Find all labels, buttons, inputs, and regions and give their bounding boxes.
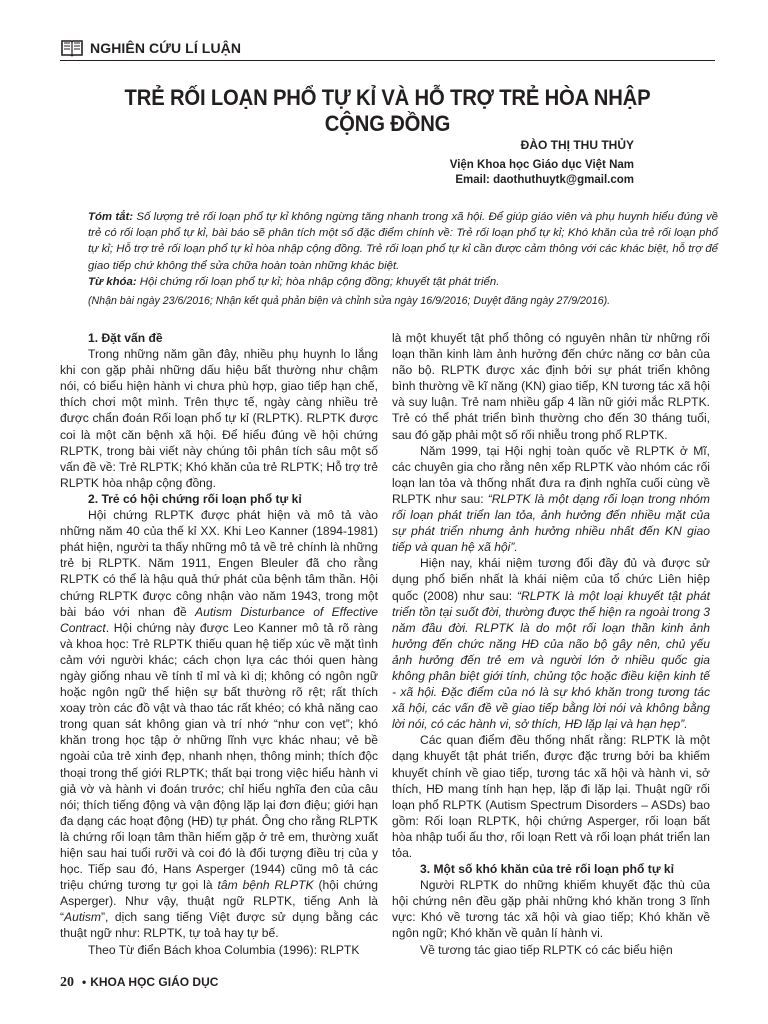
heading-section-3: 3. Một số khó khăn của trẻ rối loạn phổ tự kỉ bbox=[420, 862, 675, 877]
paragraph: Theo Từ điển Bách khoa Columbia (1996): RLPTK bbox=[88, 942, 360, 957]
page-number: 20 bbox=[60, 975, 74, 990]
paragraph: là một khuyết tật phổ thông có nguyên nhân từ những rối loạn thần kinh làm ảnh hưởng đến chức năng cơ bản của não bộ. RLPTK được xác định bởi sự phát triển không bình thường về kĩ năng (KN) giao tiếp, KN tương tác xã hội và suy luận. Trẻ nam nhiều gấp 4 lần nữ giới mắc RLPTK. Trẻ có thể phát triển bình thường cho đến 30 tháng tuổi, sau đó gặp phải một số rối nhiễu trong phổ RLPTK. bbox=[392, 331, 710, 442]
right-column bbox=[392, 330, 710, 958]
abstract-keywords bbox=[88, 274, 718, 290]
paragraph: Trong những năm gần đây, nhiều phụ huynh lo lắng khi con gặp phải những dấu hiệu bất thường như chậm nói, có biểu hiện hành vi chưa phù hợp, giao tiếp hạn chế, thích chơi một mình. Trên thực tế, ngày càng nhiều trẻ được chẩn đoán Rối loạn phổ tự kỉ (RLPTK). RLPTK được coi là một căn bệnh xã hội. Để hiểu đúng về hội chứng RLPTK, trong bài viết này chúng tôi phân tích sâu một số vấn đề về: Trẻ RLPTK; Khó khăn của trẻ RLPTK; Hỗ trợ trẻ RLPTK hòa nhập cộng đồng. bbox=[60, 347, 378, 490]
summary-text: Số lượng trẻ rối loạn phổ tự kỉ không ngừng tăng nhanh trong xã hội. Để giúp giáo viên và phụ huynh hiểu đúng về trẻ có rối loạn phổ tự kỉ, bài báo sẽ phân tích một số đặc điểm chính về: Trẻ rối loạn phổ tự kỉ; Khó khăn của trẻ rối loạn phổ tự kỉ; Hỗ trợ trẻ rối loạn phổ tự kỉ hòa nhập cộng đồng. Trẻ rối loạn phổ tự kỉ cần được cảm thông với các khác biệt, hỗ trợ để giao tiếp chứ không thể sửa chữa hoàn toàn những khác biệt. bbox=[88, 211, 718, 272]
author-email[interactable]: Email: daothuthuytk@gmail.com bbox=[455, 174, 634, 186]
paragraph: Các quan điểm đều thống nhất rằng: RLPTK là một dạng khuyết tật phát triển, được đặc trưng bởi ba khiếm khuyết chính về giao tiếp, tương tác xã hội và hành vi, sở thích, HĐ mang tính hạn hẹp, lặp đi lặp lại. Thuật ngữ rối loạn phổ RLPTK (Autism Spectrum Disorders – ASDs) bao gồm: Rối loạn RLPTK, hội chứng Asperger, rối loạn bất hòa nhập tuổi ấu thơ, rối loạn Rett và rối loạn phát triển lan tỏa. bbox=[392, 733, 710, 860]
header-rule bbox=[60, 60, 715, 61]
keywords-label: Từ khóa: bbox=[88, 275, 137, 288]
page-footer bbox=[60, 975, 218, 991]
author-block bbox=[450, 138, 634, 188]
book-icon bbox=[60, 38, 84, 58]
journal-name: KHOA HỌC GIÁO DỤC bbox=[90, 975, 219, 989]
abstract-summary bbox=[88, 209, 718, 274]
submission-dates: (Nhận bài ngày 23/6/2016; Nhận kết quả phản biện và chỉnh sửa ngày 16/9/2016; Duyệt đăng ngày 27/9/2016). bbox=[88, 295, 611, 308]
summary-label: Tóm tắt: bbox=[88, 211, 134, 223]
heading-introduction: 1. Đặt vấn đề bbox=[88, 331, 163, 345]
left-column bbox=[60, 330, 378, 958]
heading-section-2: 2. Trẻ có hội chứng rối loạn phổ tự kỉ bbox=[88, 491, 302, 506]
author-affiliation: Viện Khoa học Giáo dục Việt Nam bbox=[449, 159, 634, 171]
paragraph: Về tương tác giao tiếp RLPTK có các biểu hiện bbox=[420, 942, 673, 957]
section-header bbox=[60, 36, 715, 62]
paragraph: Hội chứng RLPTK được phát hiện và mô tả vào những năm 40 của thế kỉ XX. Khi Leo Kanner (1894-1981) phát hiện, người ta thấy những mô tả về trẻ chính là những trẻ bị RLPTK. Năm 1911, Engen Bleuler đã cho rằng RLPTK có thể là hậu quả thứ phát của bệnh tâm thần. Hội chứng RLPTK được công nhận vào năm 1943, trong một bài báo với nhan đề Autism Disturbance of Effective Contract. Hội chứng này được Leo Kanner mô tả rõ ràng và khoa học: Trẻ RLPTK thiếu quan hệ tiếp xúc về mặt tình cảm với người khác; cách chọn lựa các thói quen hàng ngày giống nhau về tính tỉ mỉ và kì dị; không có ngôn ngữ hoặc ngôn ngữ thể hiện sự bất thường rõ rệt; rất thích xoay tròn các đồ vật và thao tác rất khéo; có khả năng cao trong quan sát không gian và trí nhớ “như con vẹt”; khó khăn trong học tập ở những lĩnh vực khác nhau; vẻ bề ngoài của trẻ xinh đẹp, nhanh nhẹn, thông minh; thích độc thoại trong thế giới RLPTK; thất bại trong việc hiểu hành vi giả vờ và hành vi đoán trước; chỉ hiểu nghĩa đen của câu nói; thích tiếng động và vận động lặp lại đơn điệu; giới hạn đa dạng các hoạt động (HĐ) tự phát. Ông cho rằng RLPTK là chứng rối loạn tâm thần hiếm gặp ở trẻ em, thường xuất hiện sau hai tuổi rưỡi và coi đó là đối tượng điều trị của y học. Tiếp sau đó, Hans Asperger (1944) cũng mô tả các triệu chứng tương tự gọi là tâm bệnh RLPTK (hội chứng Asperger). Như vậy, thuật ngữ RLPTK, tiếng Anh là “Autism”, dịch sang tiếng Việt được sử dụng bằng các thuật ngữ như: RLPTK, tự toả hay tự bế. bbox=[60, 508, 378, 941]
keywords-text: Hội chứng rối loạn phổ tự kỉ; hòa nhập cộng đồng; khuyết tật phát triển. bbox=[136, 275, 500, 288]
paragraph: Năm 1999, tại Hội nghị toàn quốc về RLPTK ở Mĩ, các chuyên gia cho rằng nên xếp RLPTK vào nhóm các rối loạn lan tỏa và thống nhất đưa ra định nghĩa cuối cùng về RLPTK như sau: “RLPTK là một dạng rối loạn trong nhóm rối loạn phát triển lan tỏa, ảnh hưởng đến nhiều mặt của sự phát triển nhưng ảnh hưởng nhiều nhất đến KN giao tiếp và quan hệ xã hội”. bbox=[392, 443, 710, 555]
bullet-separator: • bbox=[82, 975, 87, 989]
paragraph: Hiện nay, khái niệm tương đối đầy đủ và được sử dụng phổ biến nhất là khái niệm của tổ chức Liên hiệp quốc (2008) như sau: “RLPTK là một loại khuyết tật phát triển tồn tại suốt đời, thường được thể hiện ra ngoài trong 3 năm đầu đời. RLPTK là do một rối loạn thần kinh ảnh hưởng đến chức năng HĐ của não bộ gây nên, chủ yếu ảnh hưởng đến trẻ em và người lớn ở nhiều quốc gia không phân biệt giới tính, chủng tộc hoặc điều kiện kinh tế - xã hội. Đặc điểm của nó là sự khó khăn trong tương tác xã hội, các vấn đề về giao tiếp bằng lời nói và không bằng lời nói, có các hành vi, sở thích, HĐ lặp lại và hạn hẹp”. bbox=[392, 556, 711, 732]
author-name: ĐÀO THỊ THU THỦY bbox=[520, 138, 634, 152]
paragraph: Người RLPTK do những khiếm khuyết đặc thù của hội chứng nên đều gặp phải những khó khăn trong 3 lĩnh vực: Khó về tương tác xã hội và giao tiếp; Khó khăn về ngôn ngữ; Khó khăn về quản lí hành vi. bbox=[392, 878, 710, 941]
section-label: NGHIÊN CỨU LÍ LUẬN bbox=[90, 40, 242, 56]
article-title: TRẺ RỐI LOẠN PHỔ TỰ KỈ VÀ HỖ TRỢ TRẺ HÒA NHẬP CỘNG ĐỒNG bbox=[124, 85, 651, 136]
abstract bbox=[88, 209, 718, 309]
